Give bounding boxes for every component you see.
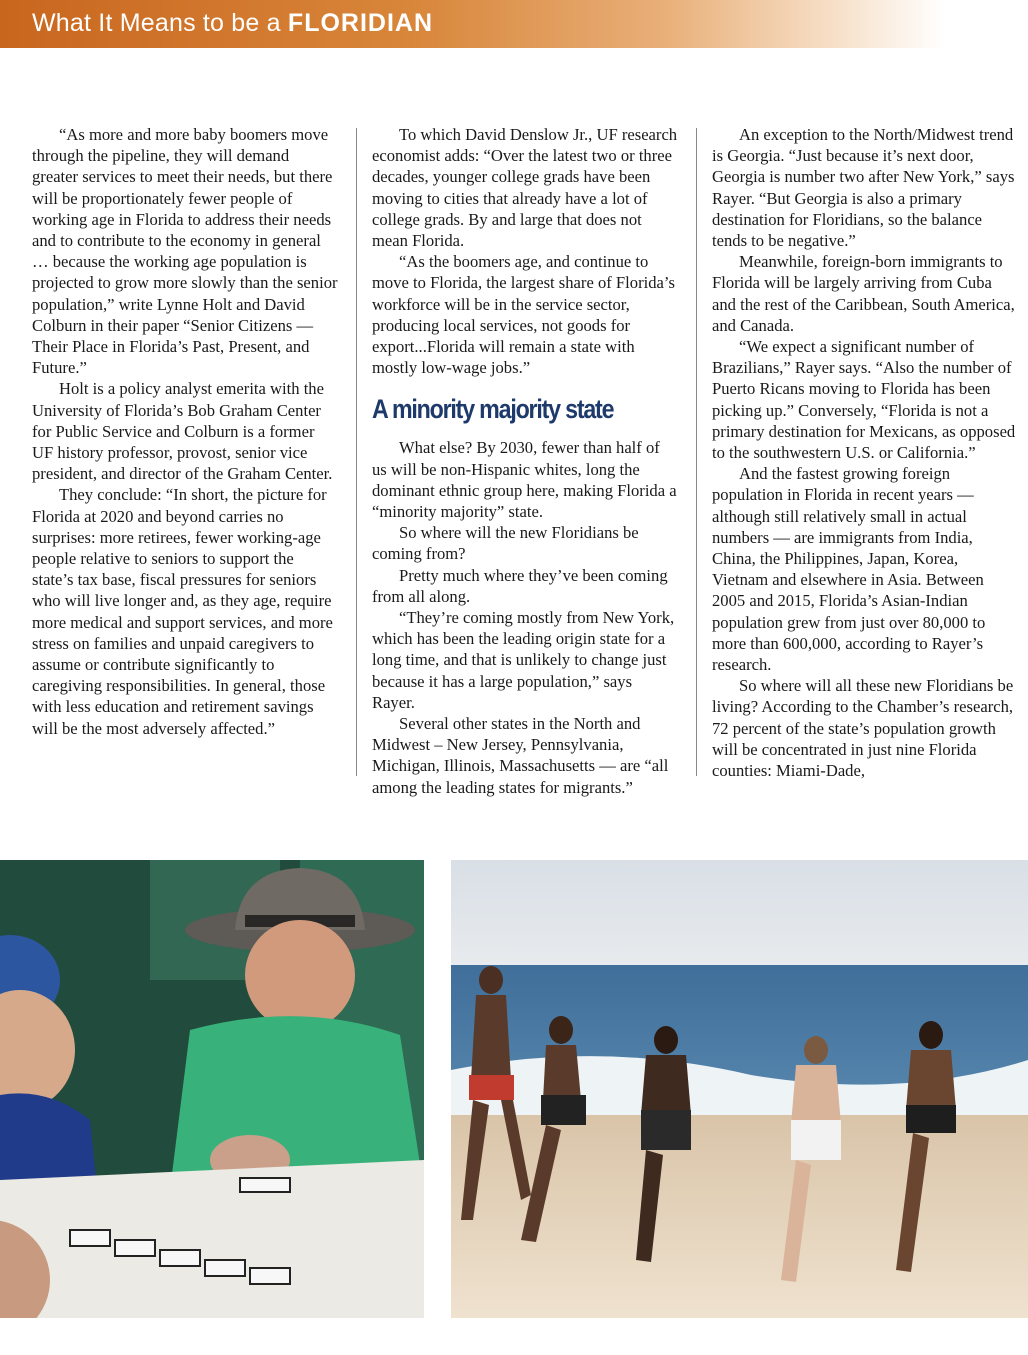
paragraph: “As more and more baby boomers move through the pipeline, they will demand greater services to meet their needs, but there will be proportionately fewer people of working age in Florida to address their needs and to contribute to the economy in general … because the working age population is projected to grow more slowly than the senior population,” write Lynne Holt and David Colburn in their paper “Senior Citizens — Their Place in Florida’s Past, Present, and Future.”	[32, 125, 338, 378]
paragraph: Pretty much where they’ve been coming from all along.	[372, 565, 668, 606]
photo-seniors-dominoes	[0, 860, 424, 1318]
section-title-prefix: What It Means to be a	[32, 9, 288, 37]
paragraph: To which David Denslow Jr., UF research economist adds: “Over the latest two or three decades, younger college grads have been moving to cities that already have a lot of college grads. By and large that does not mean Florida.	[372, 125, 678, 251]
section-title-emphasis: FLORIDIAN	[287, 9, 434, 37]
paragraph: An exception to the North/Midwest trend is Georgia. “Just because it’s next door, Georgia is number two after New York,” says Rayer. “But Georgia is also a primary destination for Floridians, so the balance tends to be negative.”	[712, 125, 1015, 251]
section-title	[32, 9, 433, 38]
paragraph: And the fastest growing foreign population in Florida in recent years — although still relatively small in actual numbers — are immigrants from India, China, the Philippines, Japan, Korea, Vietnam and elsewhere in Asia. Between 2005 and 2015, Florida’s Asian-Indian population grew from just over 80,000 to more than 600,000, according to Rayer’s research.	[712, 464, 986, 675]
paragraph: “They’re coming mostly from New York, which has been the leading origin state for a long time, and that is unlikely to change just because it has a large population,” says Rayer.	[372, 608, 675, 712]
paragraph: Several other states in the North and Midwest – New Jersey, Pennsylvania, Michigan, Illinois, Massachusetts — are “all among the leading states for migrants.”	[372, 714, 669, 797]
paragraph: “As the boomers age, and continue to move to Florida, the largest share of Florida’s workforce will be in the service sector, producing local services, not goods for export...Florida will remain a state with mostly low-wage jobs.”	[372, 252, 675, 378]
paragraph: “We expect a significant number of Brazilians,” Rayer says. “Also the number of Puerto Ricans moving to Florida has been picking up.” Conversely, “Florida is not a primary destination for Mexicans, as opposed to the southwestern U.S. or California.”	[712, 337, 1016, 463]
article-column-3	[712, 124, 1018, 781]
photo-seniors-dominoes-illustration	[0, 860, 424, 1318]
paragraph: So where will all these new Floridians be living? According to the Chamber’s research, 72 percent of the state’s population growth will be concentrated in just nine Florida counties: Miami-Dade,	[712, 676, 1014, 781]
article-column-1	[32, 124, 338, 739]
photo-beach-runners-illustration	[451, 860, 1028, 1318]
column-divider	[696, 128, 697, 776]
article-column-2	[372, 124, 678, 798]
paragraph: They conclude: “In short, the picture for Florida at 2020 and beyond carries no surprises: more retirees, fewer working-age people relative to seniors to support the state’s tax base, fiscal pressures for seniors who will live longer and, as they age, require more medical and support services, and more stress on families and unpaid caregivers to assume or contribute significantly to caregiving responsibilities. In general, those with less education and retirement savings will be the most adversely affected.”	[32, 485, 333, 738]
photo-beach-runners	[451, 860, 1028, 1318]
paragraph: Meanwhile, foreign-born immigrants to Florida will be largely arriving from Cuba and the rest of the Caribbean, South America, and Canada.	[712, 252, 1015, 335]
header-banner	[0, 0, 1028, 48]
paragraph: So where will the new Floridians be coming from?	[372, 523, 639, 564]
paragraph: Holt is a policy analyst emerita with the University of Florida’s Bob Graham Center for Public Service and Colburn is a former UF history professor, provost, senior vice president, and director of the Graham Center.	[32, 379, 333, 484]
paragraph: What else? By 2030, fewer than half of us will be non-Hispanic whites, long the dominant ethnic group here, making Florida a “minority majority” state.	[372, 438, 677, 522]
section-heading: A minority majority state	[372, 394, 614, 425]
column-divider	[356, 128, 357, 776]
